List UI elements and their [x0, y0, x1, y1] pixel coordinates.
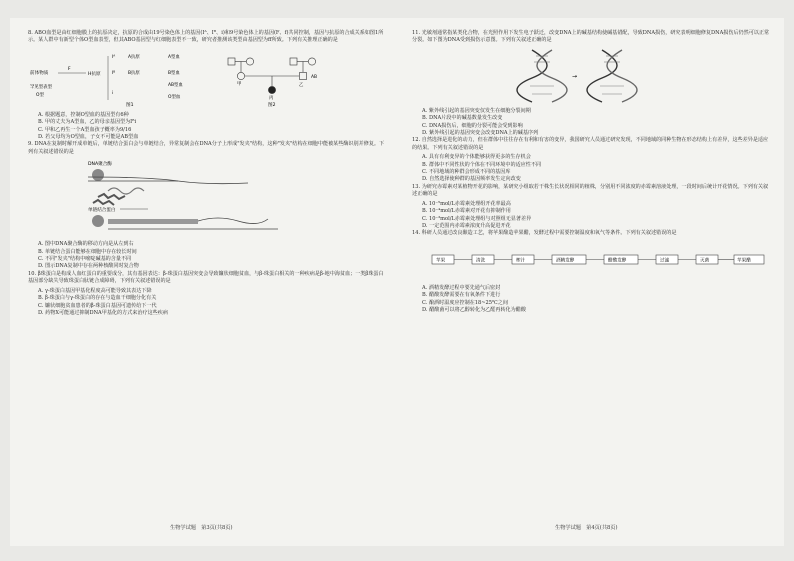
question-12-stem: 12. 自然选择是进化的动力，但在群体中往往存在有利和有害的变异，我国研究人员通过研究发现，不同地域的同种生物在形态结构上有差异，这些差异是适应的结果。下列有关叙述错误的是 — [412, 137, 769, 151]
q10-option-d: D. 药物X可能通过抑制DNA甲基化的方式来治疗这些疾病 — [38, 309, 168, 316]
fig1-caption: 图1 — [126, 102, 134, 108]
flow-diagram — [412, 241, 772, 281]
blood-type-diagram — [28, 48, 388, 108]
question-9-stem: 9. DNA在复制时解开成单链后，单链结合蛋白会与单链结合，异常复制会在DNA分子上形成"发夹"结构，这种"发夹"结构在细胞中能被某些酶识别并修复。下列有关叙述错误的是 — [28, 141, 385, 155]
h-antigen-label: H抗原 — [88, 71, 101, 77]
a-antigen-label: A抗原 — [128, 54, 140, 60]
q11-option-d: D. 紫外线引起的基因突变会改变DNA上的碱基序列 — [422, 130, 539, 137]
q11-option-c: C. DNA损伤后，细胞的分裂可能会受到影响 — [422, 122, 523, 129]
ib-label: Ⅰᴮ — [112, 70, 116, 76]
question-14-stem: 14. 科研人员通过改良酿造工艺，将苹果酿造苹果醋，发酵过程中需要控制温度和氧气等条件。下列有关叙述错误的是 — [412, 230, 677, 237]
fermentation-flow — [412, 241, 772, 281]
ia-label: Ⅰᴬ — [112, 54, 116, 60]
ab-type-label: AB型血 — [168, 82, 183, 88]
q8-option-c: C. 甲和乙再生一个A型血孩子概率为9/16 — [38, 126, 132, 133]
yi-label: 乙 — [299, 82, 304, 88]
flow-sterile: 灭菌 — [700, 258, 710, 264]
right-column — [412, 30, 772, 314]
flow-juice: 榨汁 — [516, 258, 526, 264]
q13-option-a: A. 10⁻⁵mol/L赤霉素处理组开花率最高 — [422, 200, 511, 207]
q12-option-d: D. 自然选择使种群的基因频率发生定向改变 — [422, 176, 521, 183]
i-label: i — [112, 90, 114, 96]
q12-option-a: A. 具有有利变异的个体能够获得更多的生存机会 — [422, 154, 531, 161]
q9-option-a: A. 图中DNA聚合酶的移动方向是从左到右 — [38, 241, 134, 248]
question-11-stem: 11. 光敏剂通常指某类化合物，在光照作用下发生电子跃迁，改变DNA上的碱基结构使碱基错配，导致DNA损伤，研究表明细胞修复DNA损伤后仍然可以正常分裂。如下图为DNA受到损伤示意图。下列有关叙述正确的是 — [412, 30, 770, 44]
flow-apple: 苹果 — [436, 258, 446, 264]
q11-option-a: A. 紫外线引起的基因突变仅发生在细胞分裂间期 — [422, 107, 531, 114]
page-footer-left: 生物学试题 第3页(共8页) — [170, 525, 233, 531]
a-type-label: A型血 — [168, 54, 180, 60]
b-antigen-label: B抗原 — [128, 70, 140, 76]
q9-option-d: D. 图示DNA复制中存在两种核酸同时复合物 — [38, 263, 139, 270]
exam-sheet — [10, 18, 784, 546]
flow-alcohol: 酒精发酵 — [556, 258, 575, 264]
q10-option-c: C. 镰状细胞贫血患者的β-珠蛋白基因可遗传给下一代 — [38, 302, 157, 309]
flow-filter: 过滤 — [660, 258, 670, 264]
q9-option-c: C. 不同"发夹"结构中嘧啶碱基的含量不同 — [38, 256, 132, 263]
q12-option-b: B. 群体中不同性状的个体在不同环境中的适应性不同 — [422, 161, 542, 168]
arrow-icon: → — [572, 72, 578, 80]
q8-option-a: A. 根据题意，控制O型血的基因型有6种 — [38, 111, 129, 118]
ab-label: AB — [311, 74, 318, 80]
question-8-stem: 8. ABO血型是由红细胞膜上的抗原决定，抗原的合成由19号染色体上的基因(Ⅰᴬ、Ⅰᴮ、i)和9号染色体上的基因(F、f)共同控制，基因与抗原的合成关系如图1所示。某人群中有新型个体O型血表型，但其ABO基因型与红细胞表型不一致，研究者推测该类型由基因型为ff所致。下列有关推理正确的是 — [28, 30, 384, 44]
helix-left — [517, 50, 567, 102]
o-type-label: O型 — [36, 92, 44, 98]
flow-wash: 清洗 — [476, 258, 486, 264]
hairpin-diagram — [28, 159, 388, 237]
question-13-stem: 13. 为研究赤霉素对某植物开花的影响，某研究小组取若干株生长状况相同的植株，分别用不同浓度的赤霉素溶液处理，一段时间后统计开花情况。下列有关叙述正确的是 — [412, 183, 769, 198]
question-8-figures — [28, 48, 388, 108]
novel-type-label: 罕见型表型 — [30, 84, 52, 90]
q10-option-a: A. γ-珠蛋白基因甲基化程度高可能导致其表达下降 — [38, 287, 152, 294]
flow-product: 苹果醋 — [737, 258, 751, 264]
dna-damage-figure — [412, 48, 772, 104]
question-10-stem: 10. β珠蛋白是构成人血红蛋白的重要成分，其有基因表达：β-珠蛋白基因突变会导致镰状细胞贫血，与β-珠蛋白相关的一种疾病是β-地中海贫血；一类β珠蛋白基因部分缺失导致珠蛋白肽链合成障碍，下列有关叙述错误的是 — [28, 270, 384, 285]
page-footer-right: 生物学试题 第4页(共8页) — [555, 525, 618, 531]
q14-option-c: C. 酿酒时温度应控制在18~25℃之间 — [422, 299, 508, 306]
q8-option-b: B. 甲的丈夫为A型血，乙的母亲基因型为Ⅰᴮi — [38, 119, 137, 126]
fig2-caption: 图2 — [268, 102, 276, 108]
q11-option-b: B. DNA片段中的碱基数量发生改变 — [422, 115, 503, 122]
left-column — [28, 30, 388, 317]
dna-polymerase-label: DNA聚合酶 — [88, 162, 112, 168]
q13-option-d: D. 一定范围内赤霉素浓度升高促进开花 — [422, 222, 511, 229]
double-helix-diagram — [412, 48, 772, 104]
precursor-label: 前体物质 — [30, 70, 49, 76]
q13-option-c: C. 10⁻³mol/L赤霉素处理组与对照组无显著差异 — [422, 215, 532, 222]
q12-option-c: C. 不同地域的种群会形成不同的基因库 — [422, 169, 511, 176]
dna-replication-figure — [28, 159, 388, 237]
q14-option-b: B. 醋酸发酵需要在有氧条件下进行 — [422, 292, 501, 299]
q14-option-d: D. 醋酸菌可以将乙醇转化为乙醛再转化为醋酸 — [422, 306, 526, 313]
o-blood-label: O型血 — [168, 94, 181, 100]
b-type-label: B型血 — [168, 70, 180, 76]
q8-option-d: D. 若父母均为O型血，子女不可能是AB型血 — [38, 134, 139, 141]
gene-f-label: F — [68, 66, 71, 72]
q10-option-b: B. β-珠蛋白与γ-珠蛋白的存在与造血干细胞分化有关 — [38, 295, 157, 302]
jia-label: 甲 — [237, 81, 242, 87]
q13-option-b: B. 10⁻⁴mol/L赤霉素对开花有抑制作用 — [422, 208, 511, 215]
bing-label: 丙 — [269, 95, 274, 101]
ssb-label: 单链结合蛋白 — [88, 208, 116, 214]
q14-option-a: A. 酒精发酵过程中要先通气后密封 — [422, 284, 501, 291]
helix-right — [587, 50, 637, 102]
flow-vinegar: 醋酸发酵 — [608, 258, 627, 264]
q9-option-b: B. 单链结合蛋白能够在细胞中存在较长时间 — [38, 248, 137, 255]
